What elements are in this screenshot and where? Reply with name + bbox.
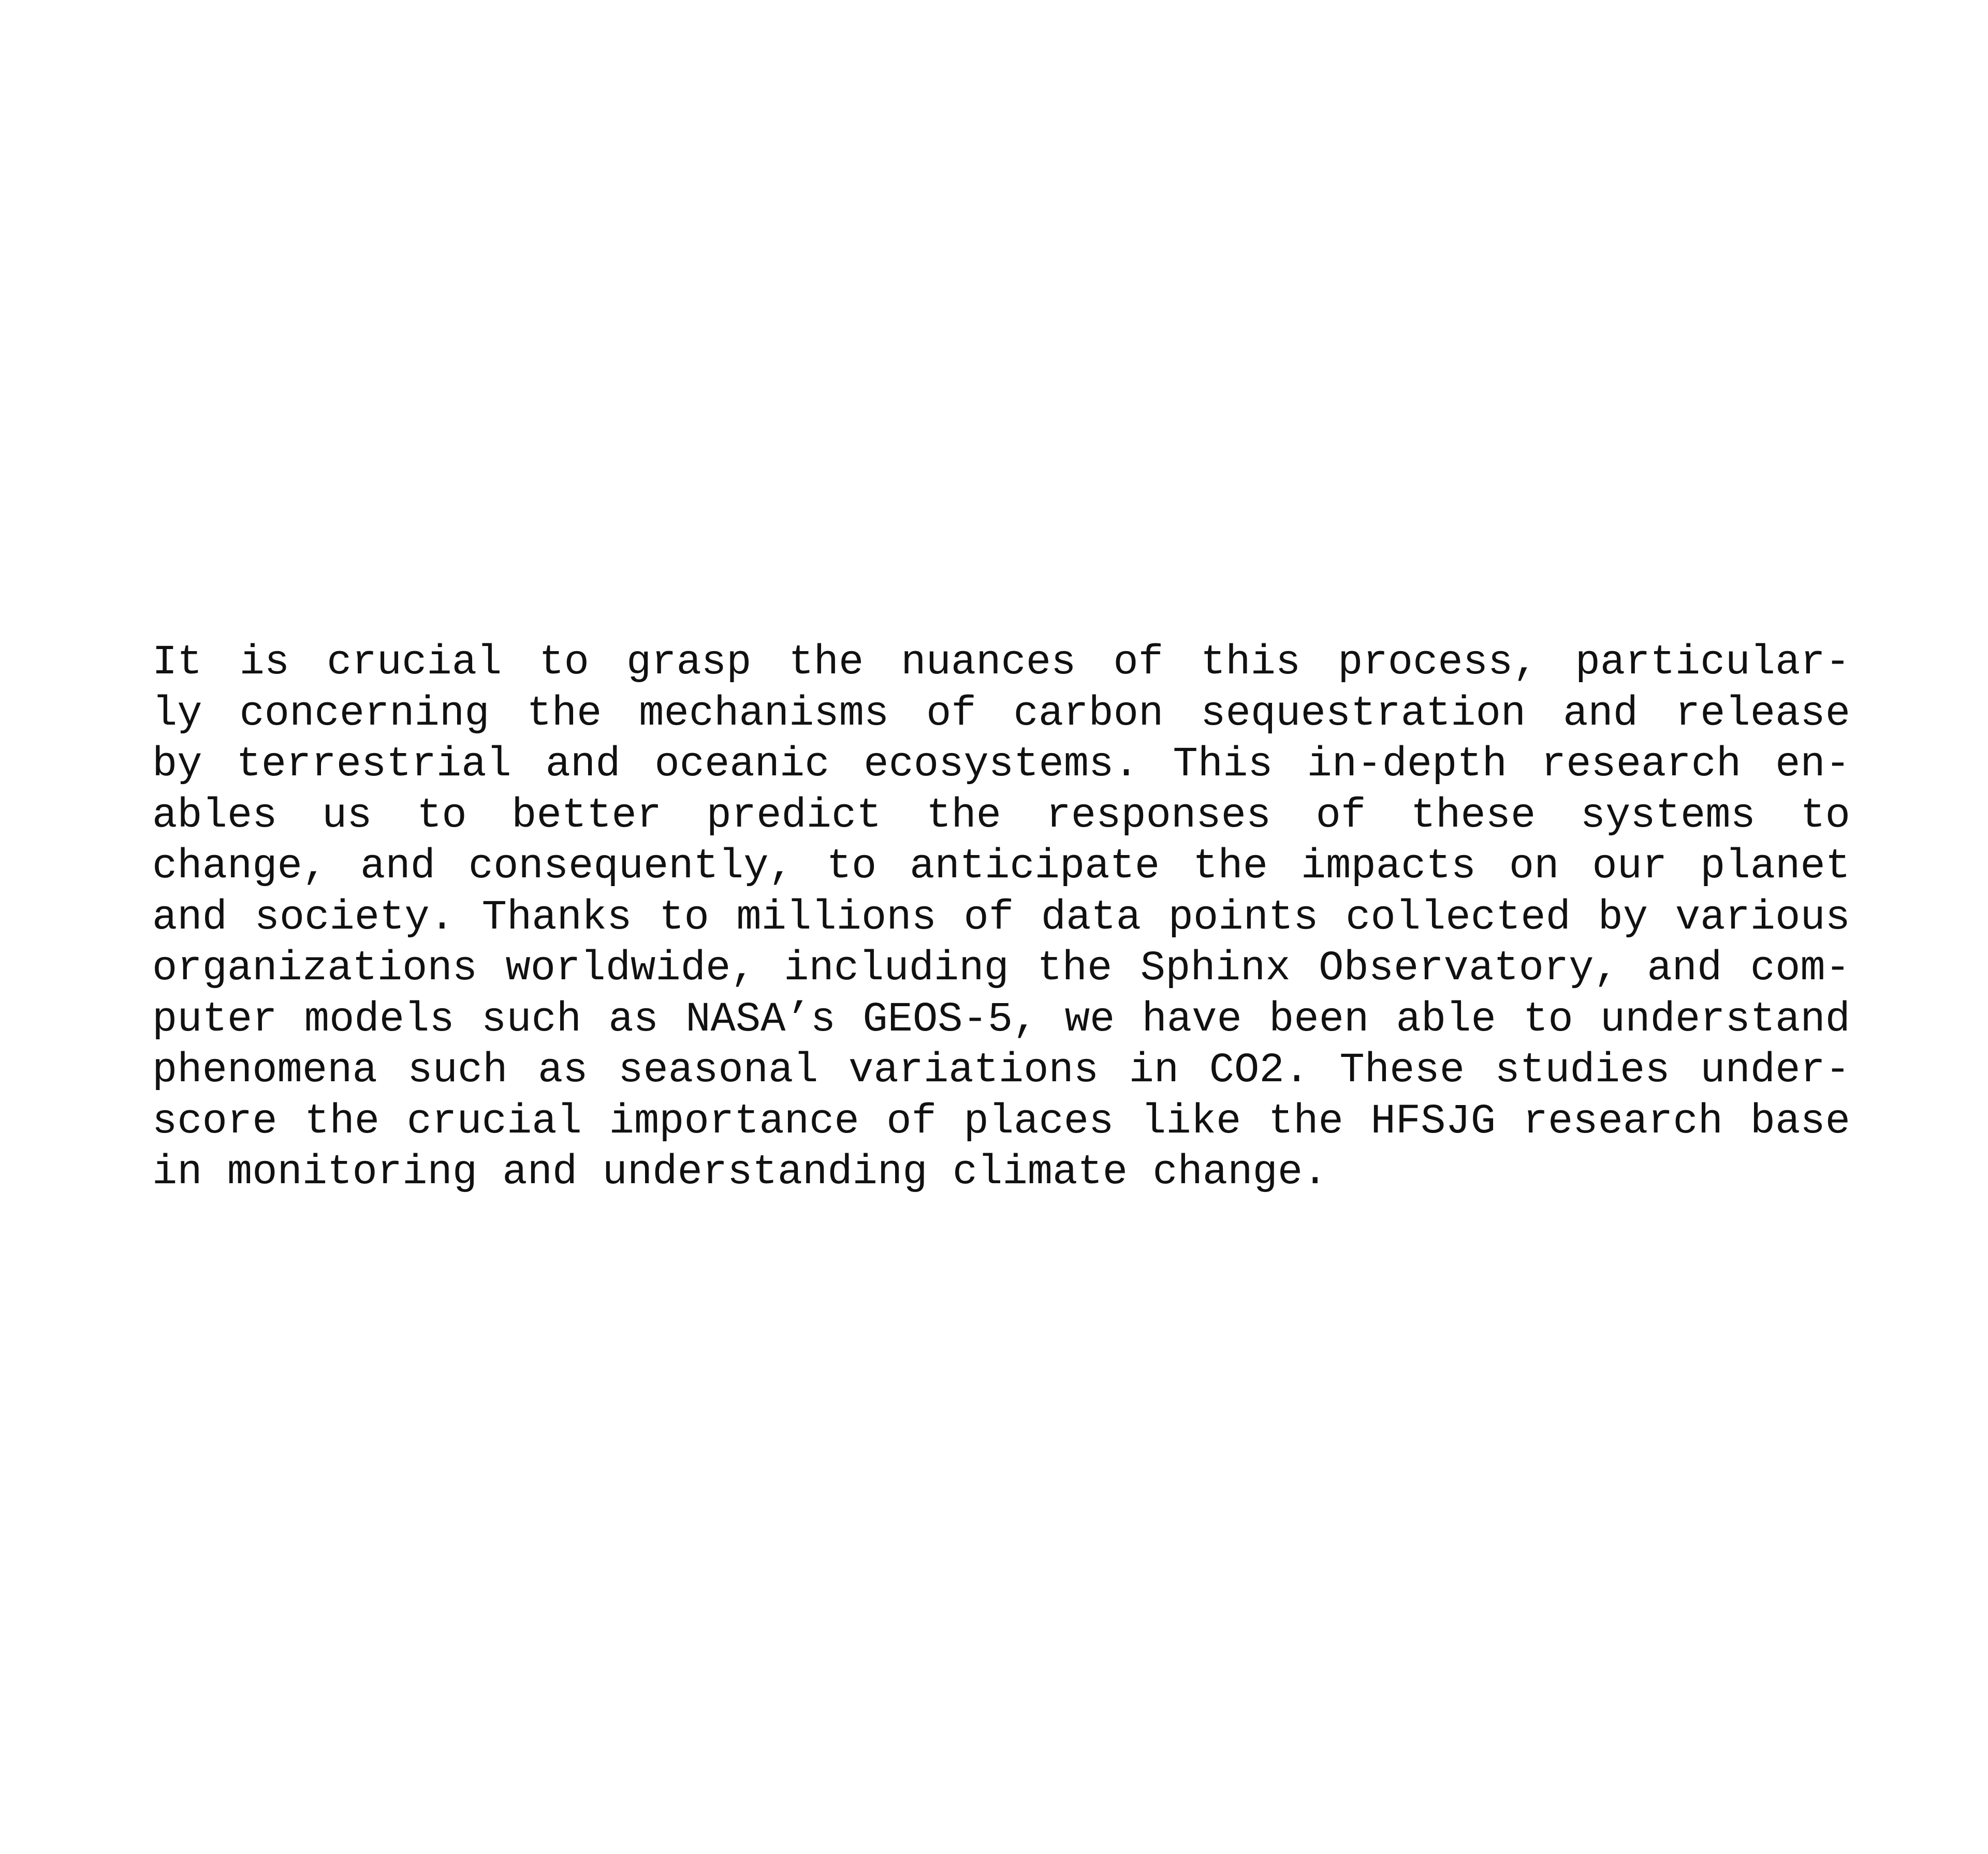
paragraph-line-5: change, and consequently, to anticipate the impacts on our planet (152, 843, 1850, 890)
paragraph-line-9: phenomena such as seasonal variations in CO2. These studies under- (152, 1047, 1850, 1094)
paragraph-line-4: ables us to better predict the responses of these systems to (152, 792, 1850, 840)
paragraph-line-3: by terrestrial and oceanic ecosystems. This in-depth research en- (152, 741, 1850, 788)
paragraph-line-7: organizations worldwide, including the Sphinx Observatory, and com- (152, 945, 1850, 992)
paragraph-line-1: It is crucial to grasp the nuances of this process, particular- (152, 639, 1850, 686)
paragraph-line-2: ly concerning the mechanisms of carbon sequestration and release (152, 690, 1850, 738)
paragraph-line-6: and society. Thanks to millions of data points collected by various (152, 894, 1850, 941)
paragraph-line-10: score the crucial importance of places like the HFSJG research base (152, 1098, 1850, 1145)
paragraph-line-11: in monitoring and understanding climate change. (152, 1149, 1328, 1196)
body-paragraph (152, 638, 1850, 1199)
paragraph-line-8: puter models such as NASA’s GEOS-5, we have been able to understand (152, 996, 1850, 1043)
